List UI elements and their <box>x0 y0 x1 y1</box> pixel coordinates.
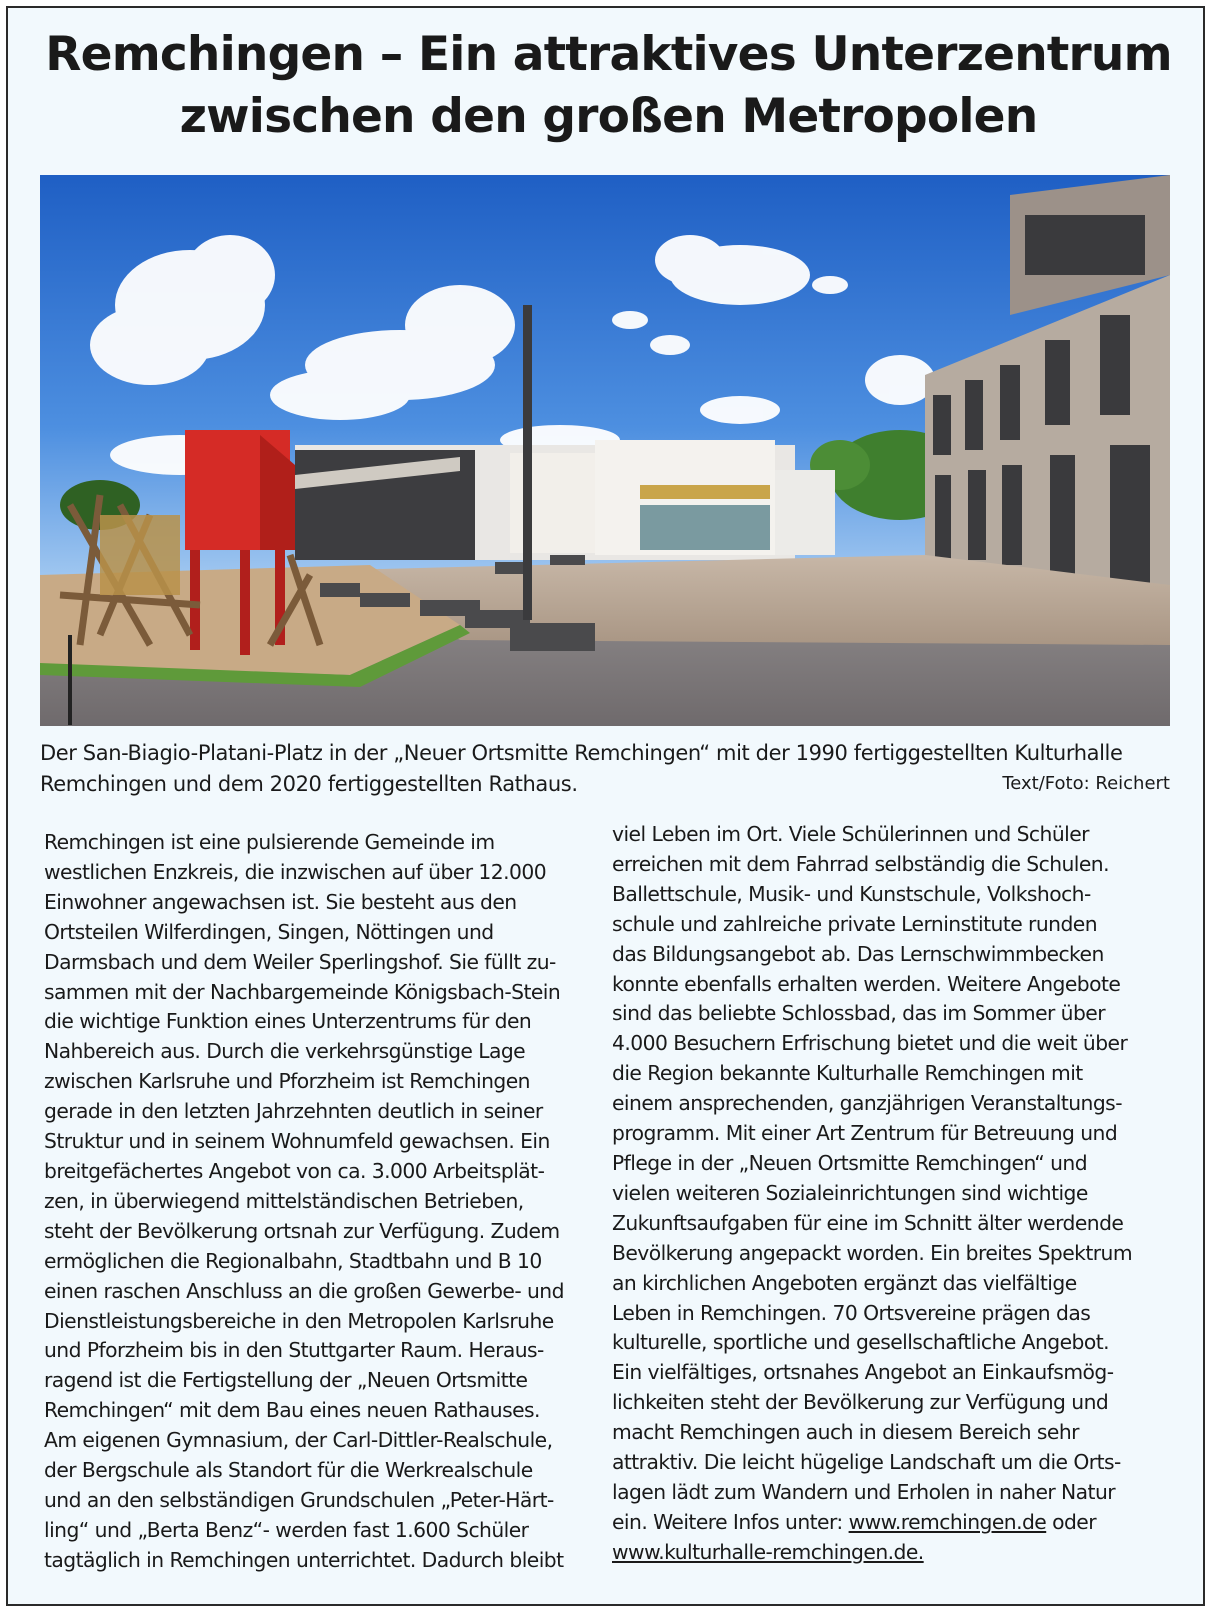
headline <box>0 24 1217 148</box>
body-text-line: lichkeiten steht der Bevölkerung zur Verfügung und <box>612 1390 1109 1415</box>
photo-credit: Text/Foto: Reichert <box>1002 773 1170 794</box>
body-text-line: tagtäglich in Remchingen unterrichtet. Dadurch bleibt <box>44 1547 564 1572</box>
body-text-line: Nahbereich aus. Durch die verkehrsgünstige Lage <box>44 1039 526 1064</box>
body-text-line: westlichen Enzkreis, die inzwischen auf über 12.000 <box>44 859 547 884</box>
body-text-line: konnte ebenfalls erhalten werden. Weitere Angebote <box>612 971 1121 996</box>
body-text-line: Am eigenen Gymnasium, der Carl-Dittler-Realschule, <box>44 1428 553 1453</box>
lamp-post <box>523 305 532 620</box>
body-text-line: attraktiv. Die leicht hügelige Landschaft um die Orts- <box>612 1450 1121 1475</box>
body-text-line: sind das beliebte Schlossbad, das im Sommer über <box>612 1001 1106 1026</box>
body-text-line: die Region bekannte Kulturhalle Remchingen mit <box>612 1061 1083 1086</box>
kulturhalle-building <box>295 440 835 560</box>
body-text-line: kulturelle, sportliche und gesellschaftliche Angebot. <box>612 1330 1110 1355</box>
railing-post <box>68 635 72 725</box>
body-text-line: Remchingen“ mit dem Bau eines neuen Rathauses. <box>44 1398 540 1423</box>
body-text-line: macht Remchingen auch in diesem Bereich sehr <box>612 1420 1079 1445</box>
body-text-line: der Bergschule als Standort für die Werkrealschule <box>44 1458 533 1483</box>
body-text-line: die wichtige Funktion eines Unterzentrums für den <box>44 1009 532 1034</box>
body-text-line: 4.000 Besuchern Erfrischung bietet und die weit über <box>612 1031 1128 1056</box>
body-text-line <box>612 1508 1132 1538</box>
body-text-line: Ballettschule, Musik- und Kunstschule, Volkshoch- <box>612 881 1091 906</box>
body-text-line: Darmsbach und dem Weiler Sperlingshof. Sie füllt zu- <box>44 949 556 974</box>
body-text-line: vielen weiteren Sozialeinrichtungen sind wichtige <box>612 1180 1088 1205</box>
body-text-line: gerade in den letzten Jahrzehnten deutlich in seiner <box>44 1099 543 1124</box>
body-text-line: Zukunftsaufgaben für eine im Schnitt älter werdende <box>612 1210 1124 1235</box>
body-text-line: ermöglichen die Regionalbahn, Stadtbahn und B 10 <box>44 1248 542 1273</box>
article-photo <box>40 175 1170 726</box>
body-text-line: einem ansprechenden, ganzjährigen Veranstaltungs- <box>612 1091 1122 1116</box>
body-text-line: ragend ist die Fertigstellung der „Neuen Ortsmitte <box>44 1368 528 1393</box>
body-text-line: an kirchlichen Angeboten ergänzt das vielfältige <box>612 1270 1077 1295</box>
headline-line-2: zwischen den großen Metropolen <box>179 89 1038 144</box>
body-text-line: zwischen Karlsruhe und Pforzheim ist Remchingen <box>44 1069 530 1094</box>
body-text-line: erreichen mit dem Fahrrad selbständig die Schulen. <box>612 851 1110 876</box>
body-column-right <box>612 820 1132 1568</box>
body-text-line: Einwohner angewachsen ist. Sie besteht aus den <box>44 889 517 914</box>
body-text-line: viel Leben im Ort. Viele Schülerinnen und Schüler <box>612 822 1089 846</box>
body-text-line: Struktur und in seinem Wohnumfeld gewachsen. Ein <box>44 1129 550 1154</box>
body-text-line: ling“ und „Berta Benz“- werden fast 1.600 Schüler <box>44 1517 529 1542</box>
body-text-line: zen, in überwiegend mittelständischen Betrieben, <box>44 1188 524 1213</box>
remchingen-website-link[interactable]: www.remchingen.de <box>848 1509 1047 1534</box>
kulturhalle-website-link[interactable]: www.kulturhalle-remchingen.de. <box>612 1539 924 1564</box>
link-intro-text: ein. Weitere Infos unter: <box>612 1509 849 1534</box>
body-text-line: Pflege in der „Neuen Ortsmitte Remchingen“ und <box>612 1150 1088 1175</box>
body-text-line: lagen lädt zum Wandern und Erholen in naher Natur <box>612 1479 1116 1504</box>
body-text-line: Ortsteilen Wilferdingen, Singen, Nöttingen und <box>44 919 494 944</box>
body-text-line: Remchingen ist eine pulsierende Gemeinde im <box>44 830 495 854</box>
link-joiner-text: oder <box>1046 1509 1097 1534</box>
body-text-line: das Bildungsangebot ab. Das Lernschwimmbecken <box>612 941 1104 966</box>
plaza-photo-illustration <box>40 175 1170 726</box>
body-text-line: einen raschen Anschluss an die großen Gewerbe- und <box>44 1278 564 1303</box>
caption-line-2: Remchingen und dem 2020 fertiggestellten Rathaus. <box>40 772 578 796</box>
headline-line-1: Remchingen – Ein attraktives Unterzentrum <box>45 27 1172 82</box>
body-text-line: sammen mit der Nachbargemeinde Königsbach-Stein <box>44 979 561 1004</box>
body-text-line: Ein vielfältiges, ortsnahes Angebot an Einkaufsmög- <box>612 1360 1114 1385</box>
body-text-line: und an den selbständigen Grundschulen „Peter-Härt- <box>44 1487 554 1512</box>
body-text-line: steht der Bevölkerung ortsnah zur Verfügung. Zudem <box>44 1218 560 1243</box>
body-text-line <box>612 1538 1132 1568</box>
body-text-line: breitgefächertes Angebot von ca. 3.000 Arbeitsplät- <box>44 1158 545 1183</box>
body-text-line: programm. Mit einer Art Zentrum für Betreuung und <box>612 1121 1118 1146</box>
body-column-left <box>44 828 564 1576</box>
body-text-line: und Pforzheim bis in den Stuttgarter Raum. Heraus- <box>44 1338 544 1363</box>
caption-line-1: Der San-Biagio-Platani-Platz in der „Neuer Ortsmitte Remchingen“ mit der 1990 fertiggestellten Kulturhalle <box>40 741 1123 765</box>
body-text-line: Dienstleistungsbereiche in den Metropolen Karlsruhe <box>44 1308 554 1333</box>
body-text-line: Leben in Remchingen. 70 Ortsvereine prägen das <box>612 1300 1091 1325</box>
body-text-line: Bevölkerung angepackt worden. Ein breites Spektrum <box>612 1240 1133 1265</box>
body-text-line: schule und zahlreiche private Lerninstitute runden <box>612 911 1097 936</box>
